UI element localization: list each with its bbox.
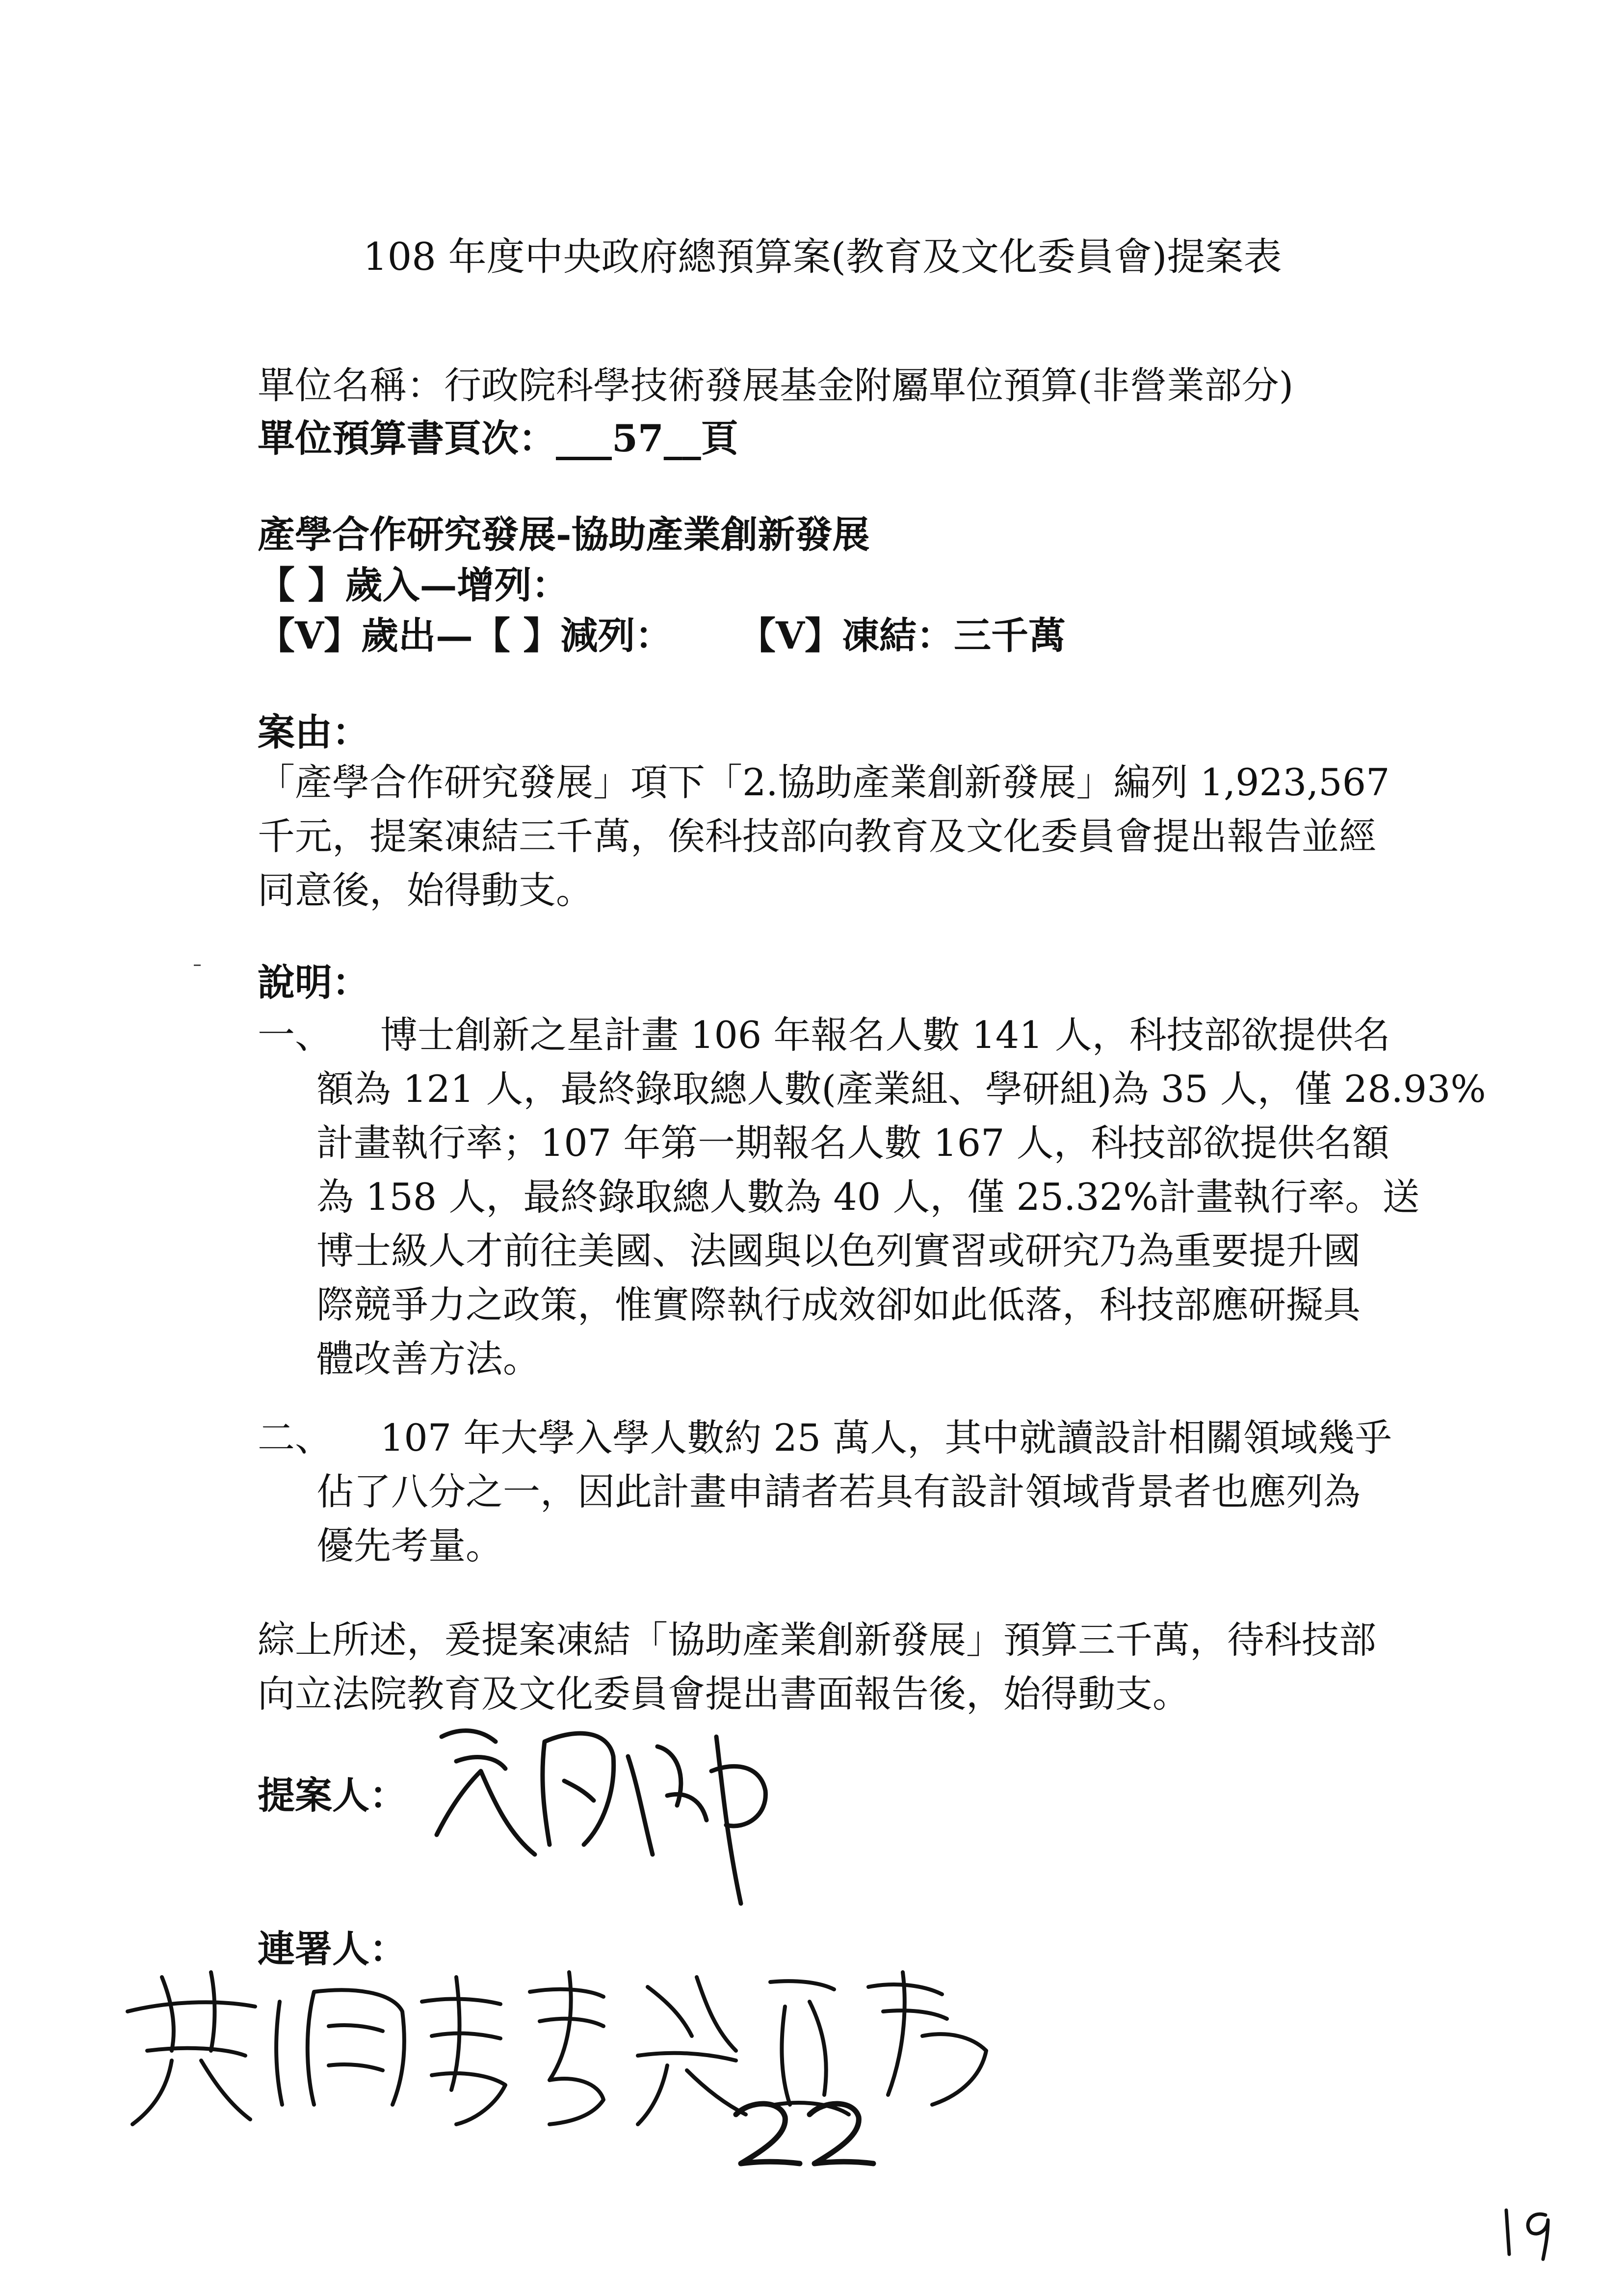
item-line: 107 年大學入學人數約 25 萬人，其中就讀設計相關領域幾乎 xyxy=(380,1416,1392,1460)
unit-name: 單位名稱：行政院科學技術發展基金附屬單位預算(非營業部分) xyxy=(258,364,1294,407)
expense-line: 【V】歲出—【 】減列： xyxy=(258,614,673,657)
cosigner-label: 連署人： xyxy=(258,1927,407,1971)
budget-page-prefix: ___ xyxy=(556,417,612,460)
item-line: 額為 121 人，最終錄取總人數(產業組、學研組)為 35 人，僅 28.93% xyxy=(316,1067,1486,1111)
reason-heading: 案由： xyxy=(258,710,369,754)
item-marker: 一、 xyxy=(258,1013,332,1057)
explanation-heading: 說明： xyxy=(258,961,369,1004)
reason-line: 千元，提案凍結三千萬，俟科技部向教育及文化委員會提出報告並經 xyxy=(258,814,1376,858)
item-line: 體改善方法。 xyxy=(316,1337,540,1381)
document-title: 108 年度中央政府總預算案(教育及文化委員會)提案表 xyxy=(363,235,1282,279)
item-marker: 二、 xyxy=(258,1416,332,1460)
summary-line: 綜上所述，爰提案凍結「協助產業創新發展」預算三千萬，待科技部 xyxy=(258,1618,1376,1662)
budget-page-suffix: __頁 xyxy=(663,417,738,460)
budget-page-label: 單位預算書頁次： xyxy=(258,417,556,460)
item-line: 計畫執行率；107 年第一期報名人數 167 人，科技部欲提供名額 xyxy=(316,1121,1389,1165)
summary-line: 向立法院教育及文化委員會提出書面報告後，始得動支。 xyxy=(258,1672,1190,1716)
proposer-signature xyxy=(422,1707,795,1913)
item-line: 博士級人才前往美國、法國與以色列實習或研究乃為重要提升國 xyxy=(316,1229,1361,1273)
program-title: 產學合作研究發展-協助產業創新發展 xyxy=(258,513,870,556)
item-line: 佔了八分之一，因此計畫申請者若具有設計領域背景者也應列為 xyxy=(316,1470,1361,1513)
freeze-line: 【V】凍結：三千萬 xyxy=(738,614,1066,657)
budget-page-number: 57 xyxy=(612,417,664,460)
item-line: 際競爭力之政策，惟實際執行成效卻如此低落，科技部應研擬具 xyxy=(316,1283,1361,1327)
item-line: 為 158 人，最終錄取總人數為 40 人，僅 25.32%計畫執行率。送 xyxy=(316,1175,1420,1219)
page-number xyxy=(1496,2198,1565,2262)
revenue-line: 【 】歲入—增列： xyxy=(258,563,569,607)
item-line: 優先考量。 xyxy=(316,1524,503,1567)
budget-page-line xyxy=(258,417,738,460)
cosigner-signatures xyxy=(118,1957,1030,2144)
reason-line: 同意後，始得動支。 xyxy=(258,868,593,912)
item-line: 博士創新之星計畫 106 年報名人數 141 人，科技部欲提供名 xyxy=(380,1013,1390,1057)
proposer-label: 提案人： xyxy=(258,1774,407,1817)
handwritten-number xyxy=(726,2095,883,2173)
reason-line: 「產學合作研究發展」項下「2.協助產業創新發展」編列 1,923,567 xyxy=(258,760,1390,804)
stray-mark xyxy=(194,965,201,966)
